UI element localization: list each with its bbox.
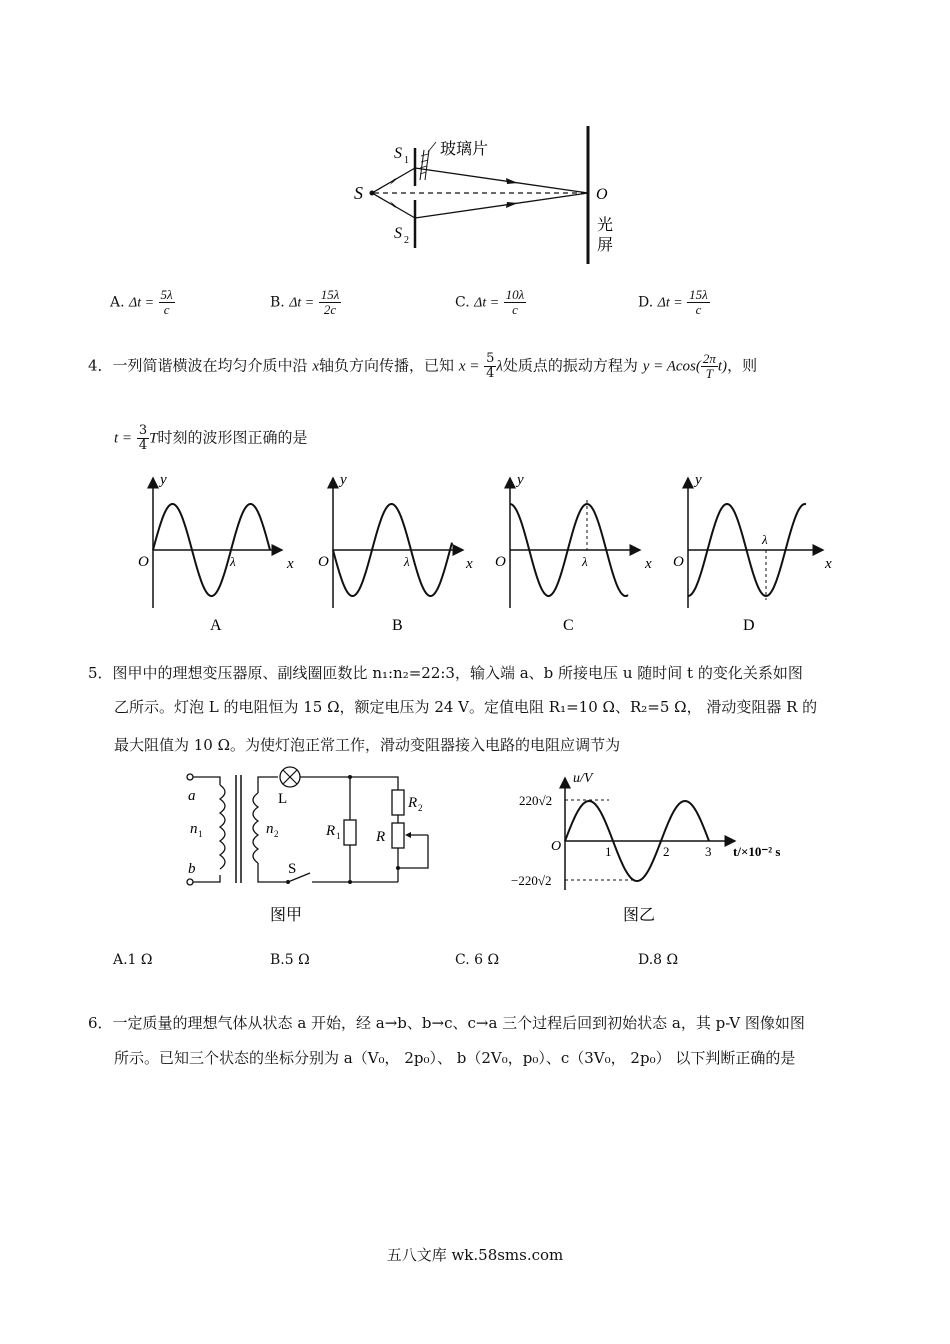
svg-text:y: y	[695, 472, 702, 488]
svg-text:2: 2	[663, 844, 670, 859]
label-S: S	[354, 183, 363, 203]
svg-text:a: a	[188, 788, 196, 804]
q3-option-a: A. Δt = $\frac{5\lambda}{c}$	[110, 287, 173, 317]
svg-text:B: B	[392, 617, 403, 634]
svg-text:1: 1	[605, 844, 612, 859]
svg-text:S: S	[394, 145, 402, 162]
svg-text:x: x	[287, 556, 294, 572]
svg-text:x: x	[466, 556, 473, 572]
svg-text:n: n	[190, 821, 198, 837]
svg-text:y: y	[517, 472, 524, 488]
q4-stem-line1: 4．一列简谐横波在均匀介质中沿 x轴负方向传播，已知 x = $\frac{5}{4}$ λ处质点的振动方程为 y = Acos( $\frac{2\pi}{T}$ t)，则	[88, 351, 758, 381]
q6-stem-line2: 所示。已知三个状态的坐标分别为 a（V₀， 2p₀）、 b（2V₀，p₀）、c（3V₀， 2p₀） 以下判断正确的是	[114, 1049, 796, 1067]
wave-graph-c	[495, 472, 652, 634]
wave-graph-a	[138, 472, 294, 634]
caption-yi: 图乙	[623, 905, 656, 924]
q4-wave-graphs	[130, 470, 850, 640]
double-slit-figure	[340, 118, 630, 268]
q5-option-b: B.5 Ω	[270, 952, 310, 968]
svg-text:O: O	[318, 554, 329, 570]
svg-text:O: O	[596, 186, 608, 203]
svg-text:−220√2: −220√2	[511, 873, 552, 888]
glass-plate	[420, 142, 436, 180]
svg-text:C: C	[563, 617, 574, 634]
svg-text:L: L	[278, 791, 288, 807]
svg-text:O: O	[495, 554, 506, 570]
svg-text:O: O	[673, 554, 684, 570]
svg-text:u/V: u/V	[573, 771, 593, 786]
svg-text:R: R	[326, 823, 336, 839]
wave-graph-d	[673, 472, 832, 634]
footer-watermark: 五八文库 wk.58sms.com	[386, 1246, 564, 1264]
caption-jia: 图甲	[270, 905, 303, 924]
circuit-diagram	[180, 765, 450, 930]
svg-text:x: x	[645, 556, 652, 572]
svg-text:2: 2	[418, 803, 423, 813]
svg-text:1: 1	[336, 831, 341, 841]
svg-text:3: 3	[705, 844, 712, 859]
svg-text:b: b	[188, 861, 196, 877]
svg-text:y: y	[160, 472, 167, 488]
q6-stem-line1: 6．一定质量的理想气体从状态 a 开始，经 a→b、b→c、c→a 三个过程后回到初始状态 a，其 p-V 图像如图	[88, 1014, 805, 1032]
q5-stem-line2: 乙所示。灯泡 L 的电阻恒为 15 Ω，额定电压为 24 V。定值电阻 R₁=10 Ω、R₂=5 Ω， 滑动变阻器 R 的	[114, 698, 818, 716]
svg-text:t/×10⁻² s: t/×10⁻² s	[733, 844, 781, 859]
svg-text:2: 2	[274, 829, 279, 839]
svg-text:λ: λ	[762, 532, 768, 547]
svg-text:220√2: 220√2	[519, 793, 553, 808]
voltage-time-graph	[505, 770, 805, 930]
q3-option-c: C. Δt = $\frac{10\lambda}{c}$	[455, 287, 525, 317]
q5-option-d: D.8 Ω	[638, 952, 679, 968]
svg-text:2: 2	[404, 235, 409, 246]
svg-text:y: y	[340, 472, 347, 488]
q5-option-c: C. 6 Ω	[455, 952, 500, 968]
svg-text:D: D	[743, 617, 755, 634]
svg-text:x: x	[825, 556, 832, 572]
q5-option-a: A.1 Ω	[113, 952, 153, 968]
wave-graph-b	[318, 472, 473, 634]
svg-text:R: R	[376, 829, 386, 845]
svg-text:λ: λ	[582, 554, 588, 569]
svg-text:光: 光	[597, 215, 614, 234]
svg-text:A: A	[210, 617, 222, 634]
svg-text:R: R	[408, 795, 418, 811]
svg-text:S: S	[394, 225, 402, 242]
svg-text:n: n	[266, 821, 274, 837]
label-glass: 玻璃片	[440, 139, 489, 158]
svg-text:λ: λ	[404, 554, 410, 569]
q3-option-d: D. Δt = $\frac{15\lambda}{c}$	[638, 287, 708, 317]
svg-text:O: O	[551, 839, 562, 854]
svg-text:1: 1	[198, 829, 203, 839]
q3-option-b: B. Δt = $\frac{15\lambda}{2c}$	[270, 287, 340, 317]
svg-text:1: 1	[404, 155, 409, 166]
svg-text:O: O	[138, 554, 149, 570]
q5-stem-line3: 最大阻值为 10 Ω。为使灯泡正常工作，滑动变阻器接入电路的电阻应调节为	[114, 736, 621, 754]
svg-text:屏: 屏	[597, 235, 614, 254]
q4-stem-line2: t = $\frac{3}{4}$ T时刻的波形图正确的是	[114, 423, 308, 453]
svg-text:S: S	[288, 861, 297, 877]
q5-stem-line1: 5．图甲中的理想变压器原、副线圈匝数比 n₁:n₂=22:3，输入端 a、b 所接电压 u 随时间 t 的变化关系如图	[88, 664, 803, 682]
svg-text:λ: λ	[230, 554, 236, 569]
